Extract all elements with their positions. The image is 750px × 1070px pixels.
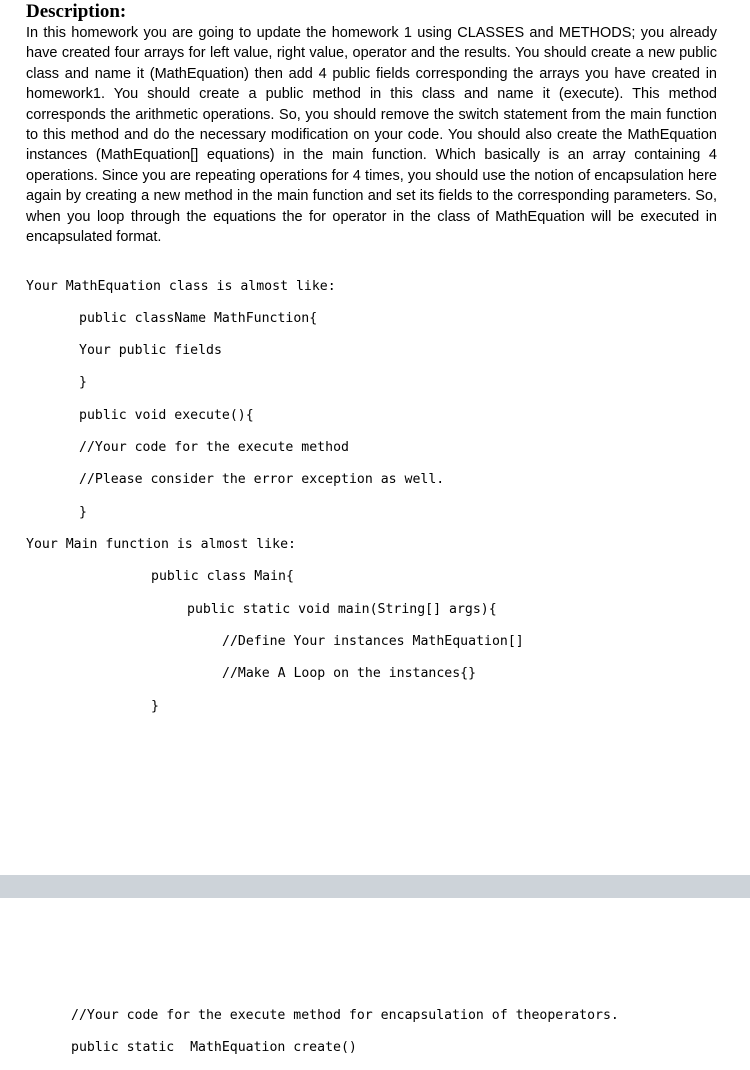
main-intro-line: Your Main function is almost like:	[26, 537, 296, 552]
main-class-line: public class Main{	[151, 569, 294, 584]
main-method-line: public static void main(String[] args){	[187, 602, 497, 617]
execute-method-line: public void execute(){	[79, 408, 254, 423]
loop-instances-comment: //Make A Loop on the instances{}	[222, 666, 477, 681]
execute-closing-brace: }	[79, 505, 87, 520]
exception-comment-line: //Please consider the error exception as well.	[79, 472, 445, 487]
main-closing-brace: }	[151, 699, 159, 714]
page-separator	[0, 875, 750, 898]
class-declaration-line: public className MathFunction{	[79, 311, 318, 326]
execute-comment-line: //Your code for the execute method	[79, 440, 349, 455]
encapsulation-comment-line: //Your code for the execute method for encapsulation of theoperators.	[71, 1008, 619, 1023]
class-closing-brace: }	[79, 375, 87, 390]
class-intro-line: Your MathEquation class is almost like:	[26, 279, 336, 294]
document-page-2	[0, 898, 750, 1070]
create-method-signature: public static MathEquation create()	[71, 1040, 357, 1055]
description-heading: Description:	[26, 1, 127, 22]
define-instances-comment: //Define Your instances MathEquation[]	[222, 634, 524, 649]
public-fields-line: Your public fields	[79, 343, 222, 358]
description-paragraph: In this homework you are going to update the homework 1 using CLASSES and METHODS; you already have created four arrays for left value, right value, operator and the results. You should create a new public class and name it (MathEquation) then add 4 public fields corresponding the arrays you have created in homework1. You should create a public method in this class and name it (execute). This method corresponds the arithmetic operations. So, you should remove the switch statement from the main function to this method and do the necessary modification on your code. You should also create the MathEquation instances (MathEquation[] equations) in the main function. Which basically is an array containing 4 operations. Since you are repeating operations for 4 times, you should use the notion of encapsulation here again by creating a new method in the main function and set its fields to the corresponding parameters. So, when you loop through the equations the for operator in the class of MathEquation will be executed in encapsulated format.	[26, 25, 717, 246]
